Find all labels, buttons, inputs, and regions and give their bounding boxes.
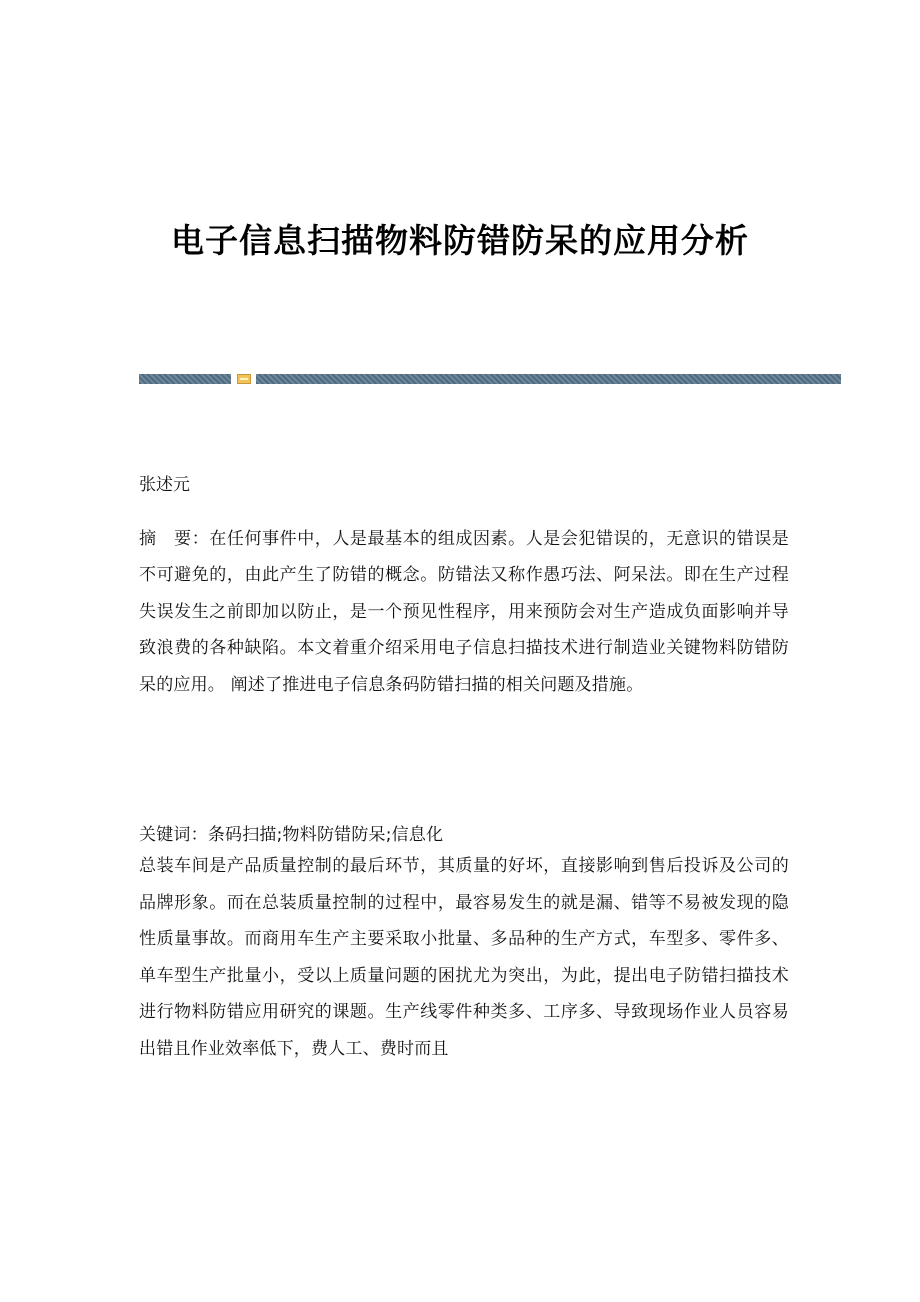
keywords-paragraph (139, 820, 789, 850)
abstract-text: 在任何事件中，人是最基本的组成因素。人是会犯错误的，无意识的错误是不可避免的，由此产生了防错的概念。防错法又称作愚巧法、阿呆法。即在生产过程失误发生之前即加以防止，是一个预见性程序，用来预防会对生产造成负面影响并导致浪费的各种缺陷。本文着重介绍采用电子信息扫描技术进行制造业关键物料防错防呆的应用。 阐述了推进电子信息条码防错扫描的相关问题及措施。 (139, 529, 789, 695)
divider-left-bar (139, 374, 231, 384)
keywords-text: 条码扫描;物料防错防呆;信息化 (207, 825, 444, 845)
abstract-paragraph (139, 521, 789, 703)
keywords-label: 关键词： (139, 825, 208, 845)
document-title: 电子信息扫描物料防错防呆的应用分析 (171, 221, 749, 260)
abstract-label: 摘 要： (139, 529, 210, 549)
author-name: 张述元 (139, 475, 190, 495)
divider-right-bar (256, 374, 841, 384)
body-paragraph: 总装车间是产品质量控制的最后环节，其质量的好坏，直接影响到售后投诉及公司的品牌形象。而在总装质量控制的过程中，最容易发生的就是漏、错等不易被发现的隐性质量事故。而商用车生产主要采取小批量、多品种的生产方式，车型多、零件多、单车型生产批量小，受以上质量问题的困扰尤为突出，为此，提出电子防错扫描技术进行物料防错应用研究的课题。生产线零件种类多、工序多、导致现场作业人员容易出错且作业效率低下，费人工、费时而且 (139, 856, 789, 1059)
divider-ornament-icon (237, 374, 251, 384)
